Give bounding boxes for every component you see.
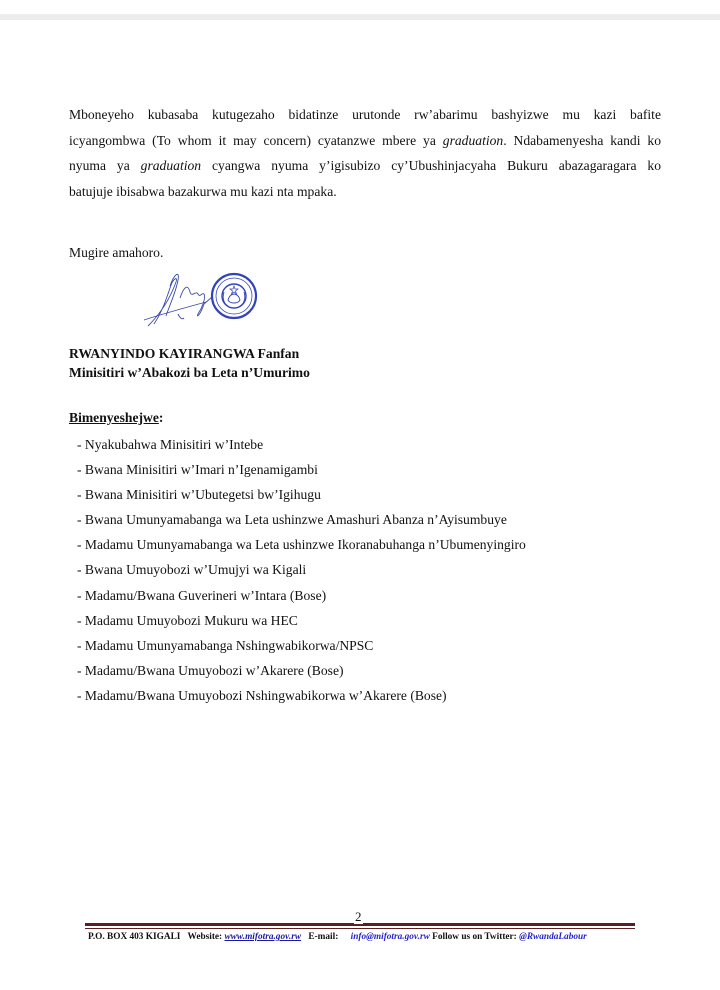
body-line-1: Mboneyeho kubasaba kutugezaho bidatinze urutonde rw’abarimu bashyizwe mu kazi bafite	[69, 107, 661, 122]
copy-to-colon: :	[158, 410, 164, 425]
footer-twitter-link[interactable]: @RwandaLabour	[519, 932, 587, 942]
body-line-2-emphasis: graduation	[442, 132, 504, 148]
list-item: - Bwana Umuyobozi w’Umujyi wa Kigali	[77, 562, 307, 578]
body-line-2-text-end: . Ndabamenyesha kandi ko	[503, 132, 661, 148]
list-item: - Nyakubahwa Minisitiri w’Intebe	[77, 437, 264, 452]
footer-email-link[interactable]: info@mifotra.gov.rw	[350, 932, 430, 942]
list-item: - Madamu/Bwana Umuyobozi Nshingwabikorwa w’Akarere (Bose)	[77, 687, 447, 703]
signature-icon	[144, 274, 212, 326]
body-line-3-text: nyuma ya	[69, 158, 141, 173]
body-line-3-emphasis: graduation	[140, 158, 202, 173]
closing-greeting: Mugire amahoro.	[69, 245, 164, 260]
footer-website-label: Website:	[187, 932, 223, 942]
list-item: - Madamu Umunyamabanga Nshingwabikorwa/NPSC	[77, 637, 374, 653]
signatory-title: Minisitiri w’Abakozi ba Leta n’Umurimo	[69, 365, 310, 380]
list-item: - Madamu Umuyobozi Mukuru wa HEC	[77, 612, 298, 628]
footer-address: P.O. BOX 403 KIGALI	[88, 932, 181, 942]
list-item: - Madamu/Bwana Umuyobozi w’Akarere (Bose)	[77, 662, 344, 678]
body-line-2	[69, 128, 661, 154]
body-line-3-text-end: cyangwa nyuma y’igisubizo cy’Ubushinjacyaha Bukuru abazagaragara ko	[201, 158, 661, 173]
footer-contact	[88, 932, 587, 942]
body-line-4: batujuje ibisabwa bazakurwa mu kazi nta mpaka.	[69, 183, 337, 199]
footer-rule-thin	[85, 928, 635, 929]
list-item: - Bwana Minisitiri w’Ubutegetsi bw’Igihugu	[77, 487, 321, 503]
signatory-block	[69, 344, 310, 382]
copy-to-heading	[69, 410, 163, 426]
footer-email-label: E-mail:	[308, 932, 339, 942]
footer-website-link[interactable]: www.mifotra.gov.rw	[224, 932, 302, 942]
copy-to-list	[77, 432, 526, 708]
body-paragraph	[69, 102, 661, 204]
copy-to-label: Bimenyeshejwe	[69, 410, 159, 425]
signature-and-seal	[140, 264, 260, 334]
body-line-3	[69, 153, 661, 179]
list-item: - Madamu Umunyamabanga wa Leta ushinzwe Ikoranabuhanga n’Ubumenyingiro	[77, 537, 526, 553]
list-item: - Bwana Minisitiri w’Imari n’Igenamigambi	[77, 462, 318, 478]
ministry-seal-icon	[212, 274, 256, 318]
page-number: 2	[355, 909, 362, 924]
signatory-name: RWANYINDO KAYIRANGWA Fanfan	[69, 346, 300, 361]
footer-twitter-label: Follow us on Twitter:	[432, 932, 517, 942]
list-item: - Bwana Umunyamabanga wa Leta ushinzwe Amashuri Abanza n’Ayisumbuye	[77, 512, 507, 528]
body-line-2-text: icyangombwa (To whom it may concern) cyatanzwe mbere ya	[69, 132, 443, 148]
list-item: - Madamu/Bwana Guverineri w’Intara (Bose)	[77, 587, 327, 603]
